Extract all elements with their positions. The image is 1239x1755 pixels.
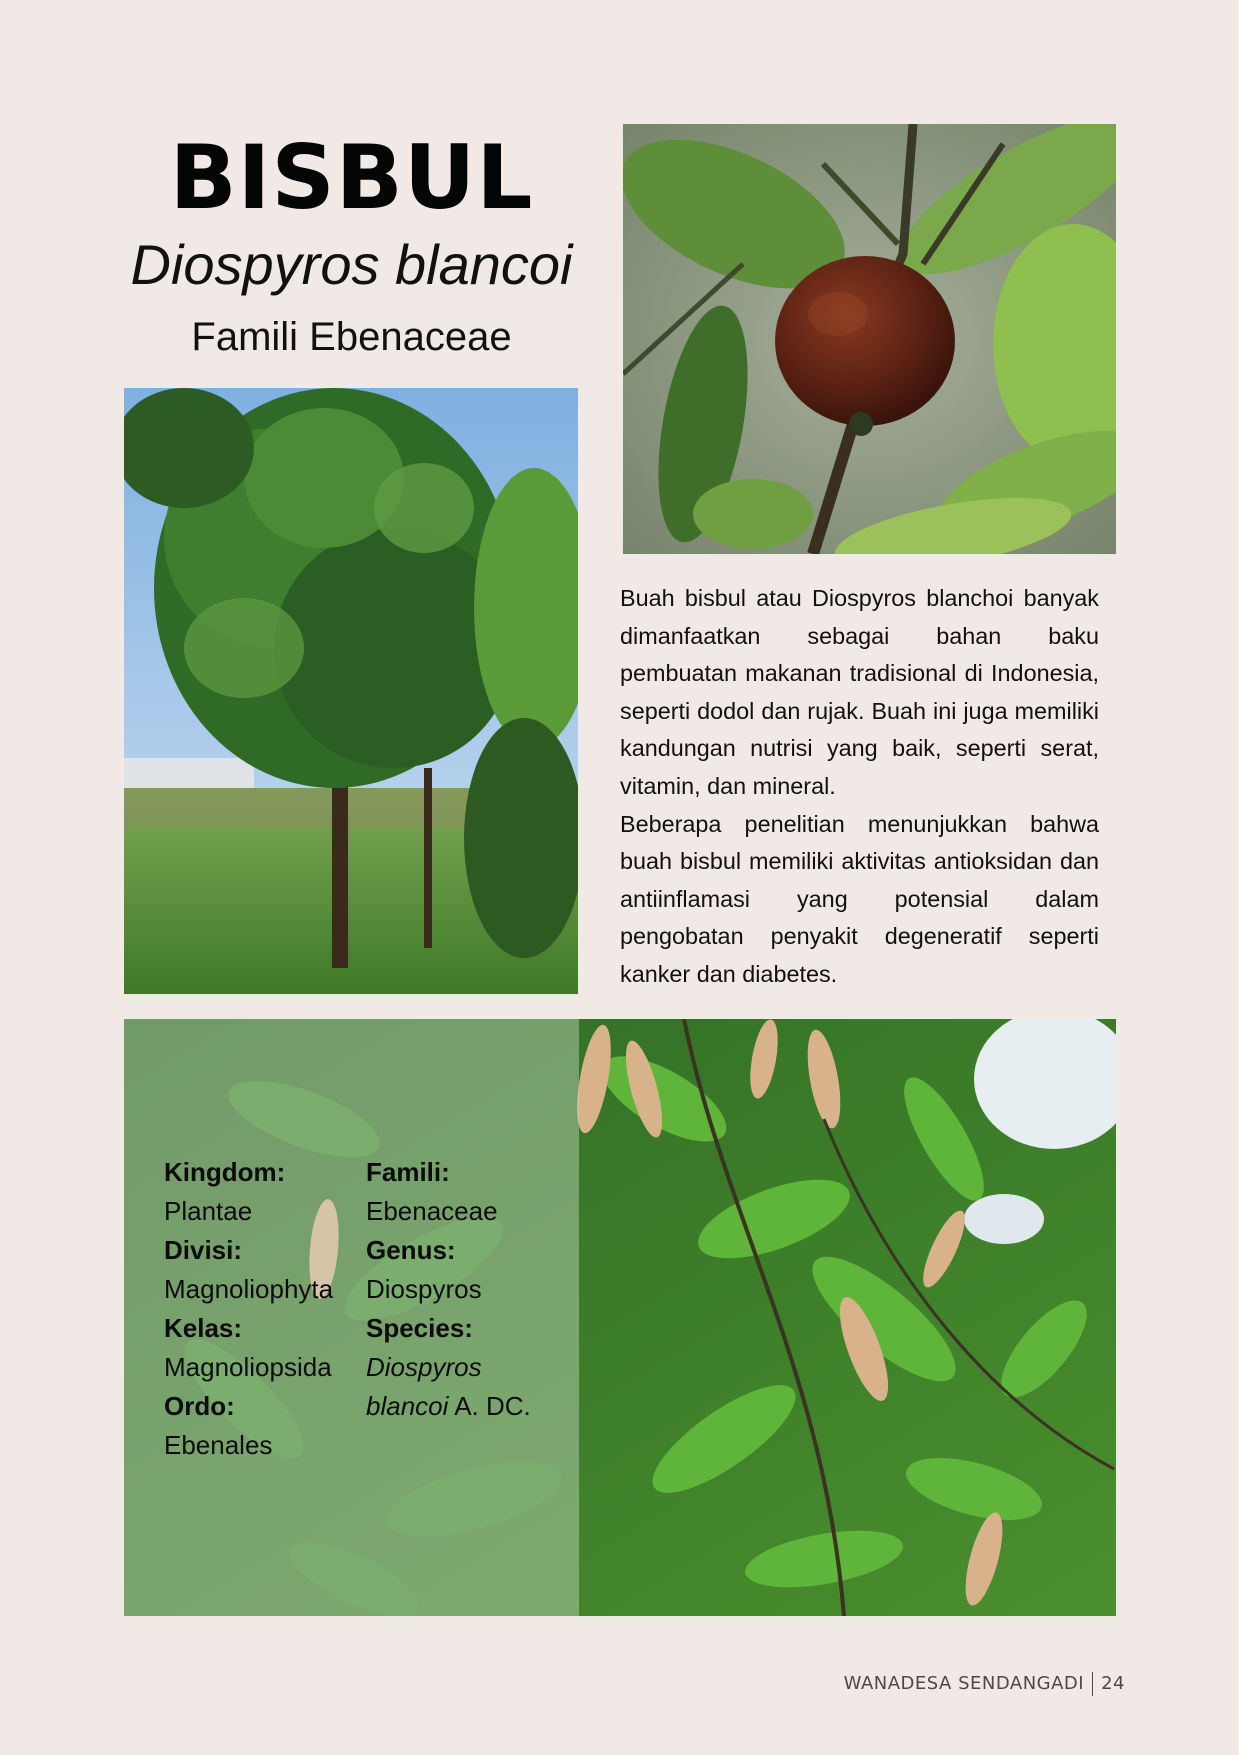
taxonomy-label: Kelas: xyxy=(164,1313,243,1343)
description-text xyxy=(620,580,1099,994)
page-footer xyxy=(844,1672,1125,1696)
taxonomy-value: Diospyros xyxy=(366,1274,482,1304)
page-number: 24 xyxy=(1101,1673,1125,1694)
taxonomy-species-line-2 xyxy=(366,1387,531,1426)
footer-divider xyxy=(1092,1672,1093,1696)
taxonomy-label: Kingdom: xyxy=(164,1157,286,1187)
taxonomy-species-line-1 xyxy=(366,1348,531,1387)
species-author: A. DC. xyxy=(448,1391,531,1421)
page-title: BISBUL xyxy=(169,126,534,229)
tree-photo xyxy=(124,388,578,994)
fruit-photo xyxy=(623,124,1116,554)
taxonomy-label: Genus: xyxy=(366,1235,456,1265)
taxonomy-left-column xyxy=(164,1153,333,1465)
description-paragraph-1: Buah bisbul atau Diospyros blanchoi banyak dimanfaatkan sebagai bahan baku pembuatan makanan tradisional di Indonesia, seperti dodol dan rujak. Buah ini juga memiliki kandungan nutrisi yang baik, seperti serat, vitamin, dan mineral. xyxy=(620,585,1099,799)
taxonomy-label: Ordo: xyxy=(164,1391,235,1421)
taxonomy-label: Divisi: xyxy=(164,1235,243,1265)
taxonomy-value: Magnoliophyta xyxy=(164,1274,334,1304)
species-genus-italic: Diospyros xyxy=(366,1352,482,1382)
description-paragraph-2: Beberapa penelitian menunjukkan bahwa buah bisbul memiliki aktivitas antioksidan dan antiinflamasi yang potensial dalam pengobatan penyakit degeneratif seperti kanker dan diabetes. xyxy=(620,810,1099,987)
scientific-name: Diospyros blancoi xyxy=(130,233,573,296)
publication-name: WANADESA SENDANGADI xyxy=(843,1673,1085,1694)
taxonomy-value: Plantae xyxy=(164,1196,253,1226)
taxonomy-value: Ebenales xyxy=(164,1430,273,1460)
species-epithet-italic: blancoi xyxy=(366,1391,449,1421)
taxonomy-right-column xyxy=(366,1153,531,1426)
taxonomy-value: Magnoliopsida xyxy=(164,1352,332,1382)
family-subtitle: Famili Ebenaceae xyxy=(191,315,512,359)
taxonomy-label: Famili: xyxy=(366,1157,450,1187)
taxonomy-label: Species: xyxy=(366,1313,473,1343)
taxonomy-value: Ebenaceae xyxy=(366,1196,498,1226)
